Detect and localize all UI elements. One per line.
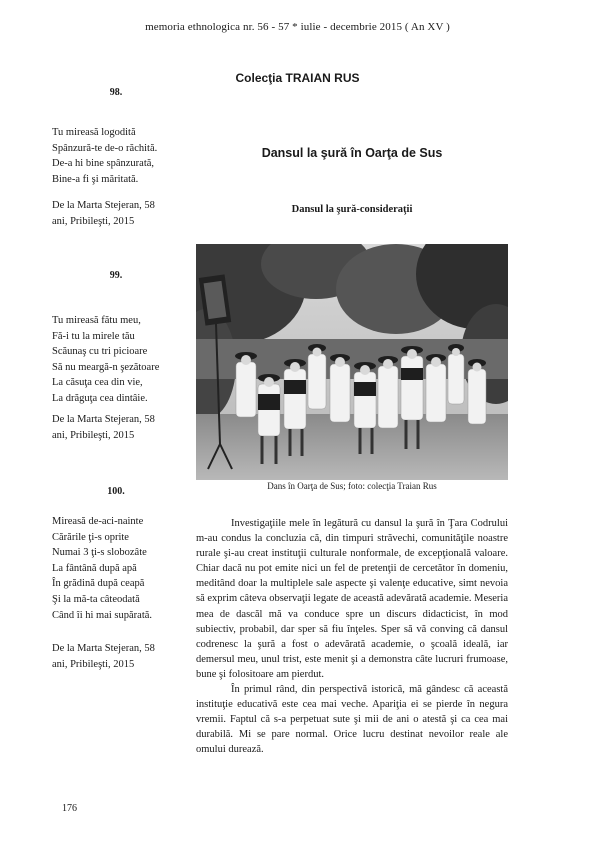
- verse-line: De-a hi bine spânzurată,: [52, 158, 155, 170]
- article-subtitle: Dansul la şură-consideraţii: [291, 204, 413, 215]
- poem-verse: [52, 514, 202, 623]
- photo-caption: Dans în Oarţa de Sus; foto: colecţia Traian Rus: [267, 481, 437, 491]
- verse-line: Şi la mă-ta câteodată: [52, 593, 140, 605]
- collection-title: Colecţia TRAIAN RUS: [235, 71, 360, 85]
- source-line: ani, Pribileşti, 2015: [52, 429, 135, 441]
- body-paragraph: Investigaţiile mele în legătură cu dansul la şură în Ţara Codrului m-au condus la concluzia că, din timpuri străvechi, comunităţile noastre rurale şi-au creat instituţii culturale nonformale, de excepţională valoare. Chiar dacă nu pot emite nici un fel de pretenţii de cercetător în domeniu, meditând doar la multiplele sale aspecte şi valenţe educative, simt nevoia să exprim câteva observaţii legate de această adevărată academie. Meseria mea de dascăl mă va conduce spre un discurs didacticist, în mod subiectiv, probabil, dar sper să fiu înţeles. Sper să vă conving că dansul codrenesc la şură a fost o adevărată academie, o şcoală ideală, iar demersul meu, unul trist, este menit şi a demonstra câte lucruri frumoase, bune şi folositoare am pierdut.: [196, 518, 508, 680]
- dance-photo: [196, 244, 508, 480]
- running-header: memoria ethnologica nr. 56 - 57 * iulie - decembrie 2015 ( An XV ): [145, 21, 450, 33]
- verse-line: Bine-a fi şi măritată.: [52, 173, 139, 185]
- page-number: 176: [62, 803, 77, 814]
- verse-line: La fântână după apă: [52, 562, 137, 574]
- verse-line: Când îi hi mai supărată.: [52, 609, 153, 621]
- body-paragraph: În primul rând, din perspectivă istorică, mă gândesc că această instituţie educativă este cea mai veche. Apariţia ei se pierde în negura vremii. Faptul că s-a perpetuat sute şi mii de ani o atestă şi ca cea mai durabilă. Mi se pare normal. Orice lucru destinat nevoilor reale ale omului durează.: [196, 684, 508, 756]
- verse-line: Scăunaş cu tri picioare: [52, 346, 148, 358]
- source-line: De la Marta Stejeran, 58: [52, 643, 155, 654]
- verse-line: La drăguţa cea dintâie.: [52, 392, 148, 404]
- verse-line: Fă-i tu la mirele tău: [52, 330, 135, 342]
- source-line: De la Marta Stejeran, 58: [52, 200, 155, 211]
- poem-number: 99.: [109, 270, 123, 281]
- poem-verse: [52, 313, 202, 407]
- source-line: ani, Pribileşti, 2015: [52, 215, 135, 227]
- poem-number: 100.: [107, 486, 125, 497]
- article-body: [196, 516, 508, 758]
- verse-line: Tu mireasă fătu meu,: [52, 315, 141, 326]
- article-title: Dansul la şură în Oarţa de Sus: [261, 146, 443, 160]
- verse-line: La căsuţa cea din vie,: [52, 377, 143, 389]
- verse-line: Să nu meargă-n şezătoare: [52, 361, 160, 373]
- source-line: ani, Pribileşti, 2015: [52, 658, 135, 670]
- poem-number: 98.: [109, 87, 123, 98]
- verse-line: Spânzură-te de-o răchită.: [52, 142, 158, 154]
- poem-source: [52, 412, 187, 443]
- source-line: De la Marta Stejeran, 58: [52, 414, 155, 425]
- verse-line: Mireasă de-aci-nainte: [52, 516, 144, 527]
- verse-line: În grădină după ceapă: [52, 578, 145, 590]
- poem-source: [52, 641, 187, 672]
- verse-line: Cărările ţi-s oprite: [52, 531, 129, 543]
- poem-source: [52, 198, 187, 229]
- poem-verse: [52, 125, 202, 187]
- verse-line: Numai 3 ţi-s slobozâte: [52, 547, 147, 559]
- verse-line: Tu mireasă logodită: [52, 127, 136, 138]
